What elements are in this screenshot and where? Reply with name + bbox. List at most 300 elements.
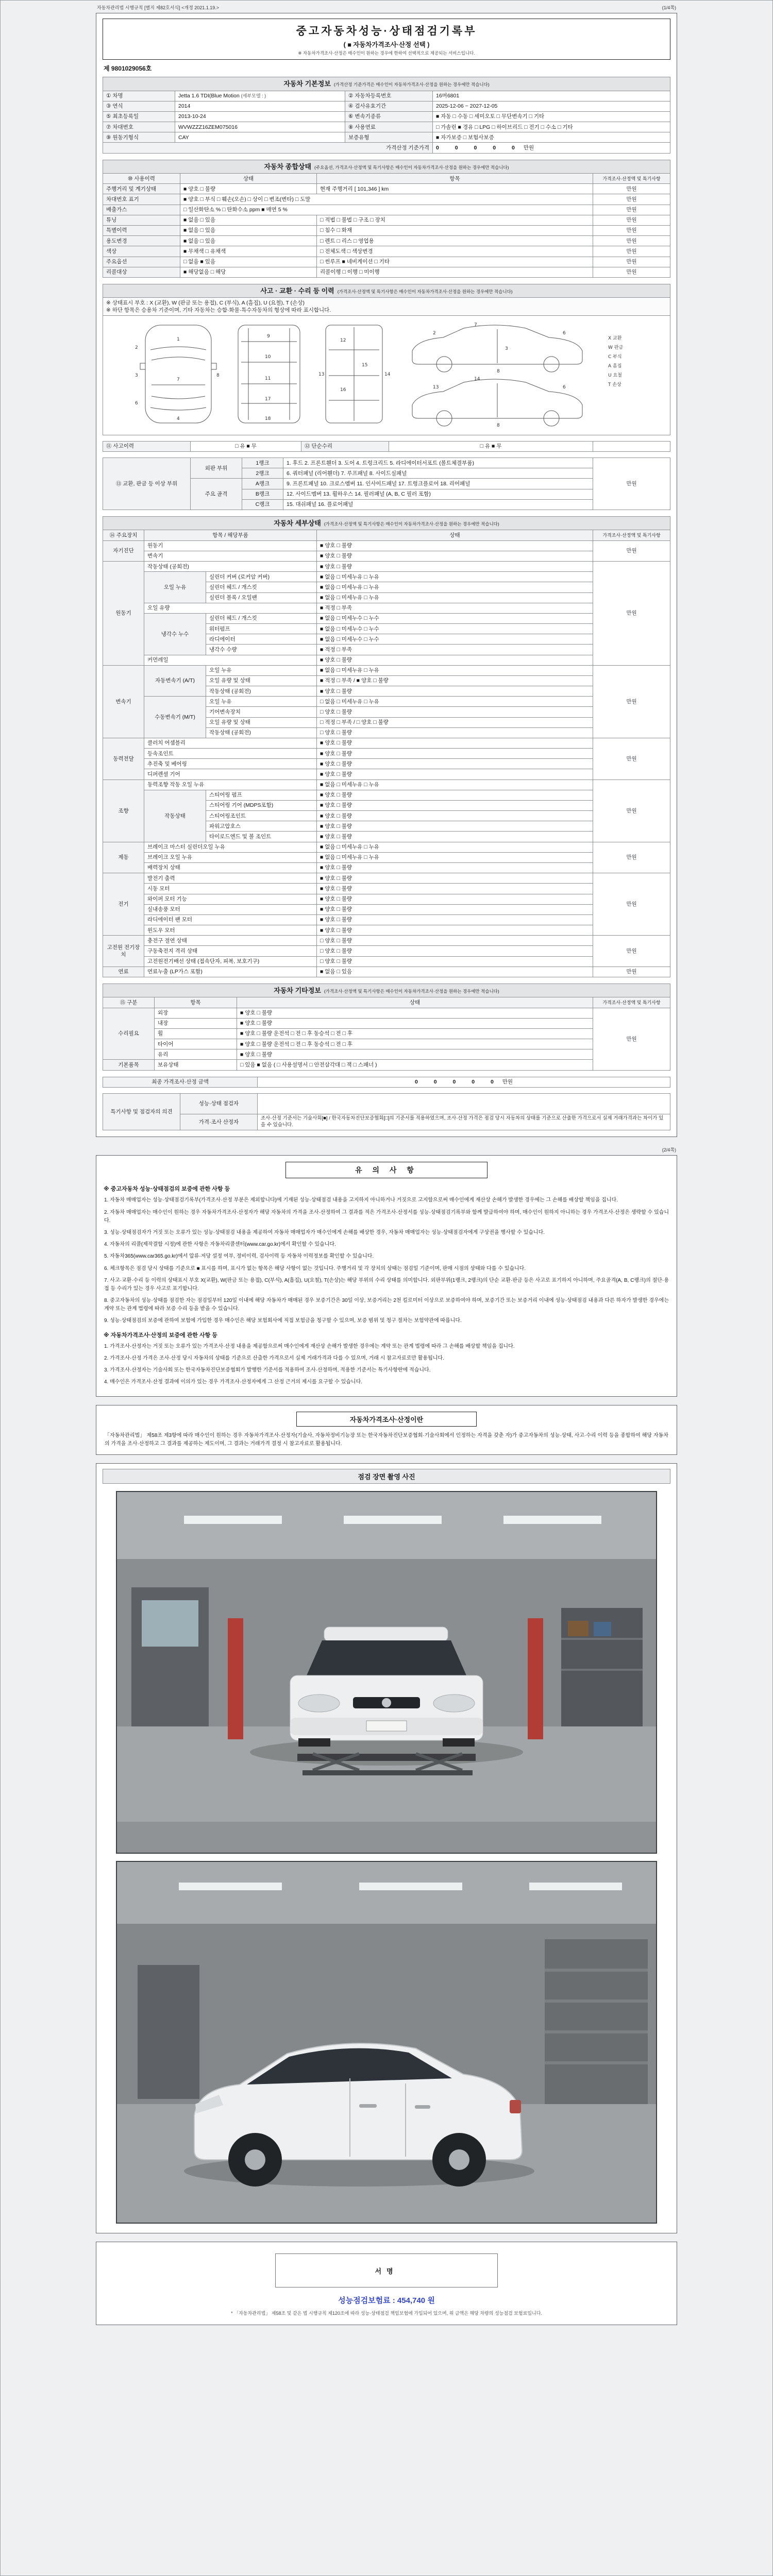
state-cell: ■ 양호 □ 불량 bbox=[317, 790, 593, 800]
price-cell: 만원 bbox=[593, 225, 670, 235]
inspection-photo-1 bbox=[116, 1491, 657, 1854]
item-cell: 디퍼렌셜 기어 bbox=[144, 769, 317, 779]
state-cell: □ 없음 □ 미세누유 □ 누유 bbox=[317, 697, 593, 707]
inspector-label: 성능·상태 점검자 bbox=[180, 1093, 258, 1114]
rank-label: A랭크 bbox=[242, 479, 283, 489]
svg-text:2: 2 bbox=[135, 345, 138, 350]
column-header: ⑭ 주요장치 bbox=[103, 530, 144, 540]
row-label: 색상 bbox=[103, 246, 180, 257]
rank-parts: 6. 쿼터패널 (리어휀더) 7. 루프패널 8. 사이드실패널 bbox=[283, 468, 593, 479]
summary-table bbox=[103, 160, 670, 278]
device-category: 연료 bbox=[103, 967, 144, 977]
field-label: ⑧ 사용연료 bbox=[345, 122, 433, 132]
item-cell: 내장 bbox=[155, 1018, 237, 1028]
field-value: 2014 bbox=[175, 101, 345, 111]
item-cell: 배력장치 상태 bbox=[144, 862, 317, 873]
item-cell: 등속조인트 bbox=[144, 749, 317, 759]
item-cell: 외장 bbox=[155, 1008, 237, 1018]
title-box bbox=[103, 19, 670, 60]
state-cell: ■ 없음 □ 미세누유 □ 누유 bbox=[317, 852, 593, 862]
svg-text:U 요철: U 요철 bbox=[608, 372, 622, 378]
item-cell: 오일 누유 bbox=[206, 697, 317, 707]
state-cell: ■ 양호 □ 불량 bbox=[317, 769, 593, 779]
item-group: 오일 누유 bbox=[144, 572, 206, 603]
price-cell: 만원 bbox=[593, 458, 670, 510]
state-cell: ■ 양호 □ 불량 bbox=[317, 925, 593, 936]
state-cell: ■ 양호 □ 불량 bbox=[317, 914, 593, 925]
column-header: 항목 / 해당부품 bbox=[144, 530, 317, 540]
subtitle-note: ※ 자동차가격조사·산정은 매수인이 원하는 경우에 한하여 선택적으로 제공되는 서비스입니다. bbox=[298, 50, 475, 56]
svg-text:C 부식: C 부식 bbox=[608, 354, 622, 360]
item-cell: □ 적법 □ 불법 □ 구조 □ 장치 bbox=[317, 215, 593, 225]
field-value: □ 가솔린 ■ 경유 □ LPG □ 하이브리드 □ 전기 □ 수소 □ 기타 bbox=[433, 122, 670, 132]
item-cell: □ 전체도색 □ 색상변경 bbox=[317, 246, 593, 257]
state-cell: ■ 양호 □ 불량 운전석 □ 전 □ 후 동승석 □ 전 □ 후 bbox=[237, 1039, 593, 1049]
svg-text:7: 7 bbox=[177, 377, 180, 382]
svg-text:4: 4 bbox=[177, 416, 180, 421]
state-cell: ■ 양호 □ 불량 bbox=[317, 894, 593, 904]
rank-label: C랭크 bbox=[242, 499, 283, 510]
item-cell: 보유상태 bbox=[155, 1060, 237, 1070]
state-cell: ■ 양호 □ 불량 bbox=[237, 1049, 593, 1060]
row-label: 주행거리 및 계기상태 bbox=[103, 184, 180, 194]
main-frame-label: 주요 골격 bbox=[191, 479, 242, 510]
state-cell: ■ 양호 □ 불량 bbox=[317, 540, 593, 551]
state-cell: ■ 무채색 □ 유채색 bbox=[180, 246, 317, 257]
price-cell: 만원 bbox=[593, 540, 670, 561]
state-cell: ■ 양호 □ 불량 bbox=[317, 832, 593, 842]
notice-item: 1. 자동차 매매업자는 성능·상태점검기록부(가격조사·산정 부분은 제외합니다)에 기재된 성능·상태점검 내용을 고지하지 아니하거나 거짓으로 고지함으로써 매수인에게 재산상 손해가 발생한 경우에는 그 손해를 배상할 책임을 집니다. bbox=[104, 1197, 618, 1204]
law-note: 자동차관리법 시행규칙 [별지 제82호서식] <개정 2021.1.19.> bbox=[97, 5, 220, 10]
state-cell: ■ 양호 □ 불량 bbox=[180, 184, 317, 194]
state-cell: ■ 양호 □ 불량 bbox=[317, 821, 593, 832]
field-label: ⑦ 차대번호 bbox=[103, 122, 175, 132]
insurance-footnote: * 「자동차관리법」 제58조 및 같은 법 시행규칙 제120조에 따라 성능·상태점검 책임보험에 가입되어 있으며, 위 금액은 해당 차량의 성능점검 보험료입니다. bbox=[231, 2311, 542, 2316]
field-value: 2013-10-24 bbox=[175, 111, 345, 122]
svg-text:A 흠집: A 흠집 bbox=[608, 363, 622, 369]
state-cell: ■ 없음 □ 미세누유 □ 누유 bbox=[317, 665, 593, 675]
svg-text:14: 14 bbox=[474, 376, 480, 382]
accident-header-table bbox=[103, 284, 670, 435]
row-label: 주요옵션 bbox=[103, 257, 180, 267]
inspection-photo-2 bbox=[116, 1861, 657, 2224]
item-cell: 실린더 헤드 / 개스킷 bbox=[206, 613, 317, 623]
svg-text:8: 8 bbox=[497, 422, 500, 428]
svg-text:13: 13 bbox=[318, 371, 325, 377]
column-header: 가격조사·산정액 및 특기사항 bbox=[593, 997, 670, 1008]
section-title: 자동차 기타정보 (가격조사·산정액 및 특기사항은 매수인이 자동차가격조사·산정을 원하는 경우에만 적습니다) bbox=[103, 984, 670, 997]
item-cell: 라디에이터 bbox=[206, 634, 317, 645]
item-cell: 클러치 어셈블리 bbox=[144, 738, 317, 748]
state-cell: ■ 양호 □ 불량 bbox=[317, 884, 593, 894]
state-cell: ■ 양호 □ 불량 bbox=[237, 1018, 593, 1028]
state-cell: ■ 양호 □ 불량 bbox=[317, 862, 593, 873]
repair-need-group: 수리필요 bbox=[103, 1008, 155, 1060]
column-header: ⑩ 사용이력 bbox=[103, 174, 180, 184]
svg-text:17: 17 bbox=[265, 396, 271, 402]
svg-text:11: 11 bbox=[265, 376, 271, 381]
item-cell: 워터펌프 bbox=[206, 624, 317, 634]
price-cell: 만원 bbox=[593, 842, 670, 873]
field-value: Jetta 1.6 TDI(Blue Motion (세부모델 : ) bbox=[175, 91, 345, 101]
item-cell: 추진축 및 베어링 bbox=[144, 759, 317, 769]
exchange-label: ⑬ 교환, 판금 등 이상 부위 bbox=[103, 458, 191, 510]
inspection-insurance-fee: 성능점검보험료 : 454,740 원 bbox=[338, 2296, 435, 2306]
price-cell: 만원 bbox=[593, 246, 670, 257]
svg-text:14: 14 bbox=[384, 371, 391, 377]
price-cell: 만원 bbox=[593, 236, 670, 246]
state-cell: ■ 양호 □ 불량 bbox=[317, 800, 593, 810]
signature-section bbox=[96, 2242, 677, 2325]
item-cell: 휠 bbox=[155, 1028, 237, 1039]
rank-parts: 12. 사이드멤버 13. 휠하우스 14. 필러패널 (A, B, C 필러 포함) bbox=[283, 489, 593, 499]
state-cell: ■ 없음 □ 미세누유 □ 누유 bbox=[317, 842, 593, 852]
item-group: 수동변속기 (M/T) bbox=[144, 697, 206, 738]
lift-post-icon bbox=[228, 1618, 243, 1739]
item-cell: 스티어링 펌프 bbox=[206, 790, 317, 800]
item-cell: 연료누출 (LP가스 포함) bbox=[144, 967, 317, 977]
svg-text:13: 13 bbox=[433, 384, 439, 390]
basic-items-group: 기본품목 bbox=[103, 1060, 155, 1070]
svg-text:6: 6 bbox=[135, 400, 138, 406]
document-title: 중고자동차성능·상태점검기록부 bbox=[296, 25, 477, 37]
notice-item: 3. 성능·상태점검자가 거짓 또는 오류가 있는 성능·상태점검 내용을 제공하여 자동차 매매업자가 매수인에게 손해를 배상한 경우, 자동차 매매업자는 성능·상태점검자에게 구상권을 행사할 수 있습니다. bbox=[104, 1229, 545, 1235]
rank-label: 1랭크 bbox=[242, 458, 283, 468]
price-cell: 만원 bbox=[593, 738, 670, 779]
rank-parts: 1. 후드 2. 프론트휀더 3. 도어 4. 트렁크리드 5. 라디에이터서포트 (볼트체결부품) bbox=[283, 458, 593, 468]
price-cell: 만원 bbox=[593, 194, 670, 205]
section-title: 사고 · 교환 · 수리 등 이력 (가격조사·산정액 및 특기사항은 매수인이 자동차가격조사·산정을 원하는 경우에만 적습니다) bbox=[103, 284, 670, 298]
price-cell: 만원 bbox=[593, 873, 670, 936]
remarks-table bbox=[103, 1093, 670, 1131]
state-cell: ■ 양호 □ 불량 bbox=[317, 759, 593, 769]
item-cell: 유리 bbox=[155, 1049, 237, 1060]
inspection-photos-section bbox=[96, 1463, 677, 2233]
definition-text: 「자동차관리법」 제58조 제3항에 따라 매수인이 원하는 경우 자동차가격조사·산정자(기술사, 자동차정비기능장 또는 한국자동차진단보증협회·기술사회에서 인정하는 자격을 갖춘 자)가 중고자동차의 성능·상태, 사고·수리 이력 등을 종합하여 해당 자동차의 가격을 조사·산정하고 그 결과를 제공하는 제도이며, 그 결과는 거래가격 결정 시 참고자료로 활용됩니다. bbox=[105, 1433, 668, 1447]
final-price-table bbox=[103, 1077, 670, 1088]
svg-text:6: 6 bbox=[563, 330, 566, 336]
state-cell: ■ 해당없음 □ 해당 bbox=[180, 267, 317, 277]
item-cell: 타이어 bbox=[155, 1039, 237, 1049]
svg-text:9: 9 bbox=[267, 333, 270, 339]
field-label: ⑤ 최초등록일 bbox=[103, 111, 175, 122]
item-cell: 스티어링조인트 bbox=[206, 811, 317, 821]
column-header: 가격조사·산정액 및 특기사항 bbox=[593, 530, 670, 540]
device-category: 조향 bbox=[103, 779, 144, 842]
svg-text:3: 3 bbox=[505, 346, 508, 351]
svg-text:15: 15 bbox=[362, 362, 368, 368]
item-cell: 충전구 절연 상태 bbox=[144, 936, 317, 946]
item-cell: 실린더 블록 / 오일팬 bbox=[206, 592, 317, 603]
item-cell: 윈도우 모터 bbox=[144, 925, 317, 936]
field-label: ⑥ 변속기종류 bbox=[345, 111, 433, 122]
row-label: 용도변경 bbox=[103, 236, 180, 246]
state-cell: □ 양호 □ 불량 bbox=[317, 727, 593, 738]
state-cell: ■ 양호 □ 불량 bbox=[317, 551, 593, 561]
state-cell: □ 양호 □ 불량 bbox=[317, 707, 593, 717]
rank-label: 2랭크 bbox=[242, 468, 283, 479]
state-cell: □ 적정 □ 부족 / □ 양호 □ 불량 bbox=[317, 717, 593, 727]
row-label: 리콜대상 bbox=[103, 267, 180, 277]
appraiser-label: 가격·조사 산정자 bbox=[180, 1114, 258, 1130]
inspection-photo-1-image bbox=[117, 1492, 656, 1853]
item-cell: 파워고압호스 bbox=[206, 821, 317, 832]
svg-text:8: 8 bbox=[216, 372, 220, 378]
definition-title: 자동차가격조사·산정이란 bbox=[296, 1412, 477, 1427]
item-cell: 동력조향 작동 오일 누유 bbox=[144, 779, 317, 790]
item-cell: 와이퍼 모터 기능 bbox=[144, 894, 317, 904]
notice-subheading: ※ 중고자동차 성능·상태점검의 보증에 관한 사항 등 bbox=[104, 1186, 230, 1193]
signature-box: 서명 bbox=[275, 2253, 498, 2287]
state-cell: ■ 적정 □ 부족 / ■ 양호 □ 불량 bbox=[317, 675, 593, 686]
notice-subheading: ※ 자동차가격조사·산정의 보증에 관한 사항 등 bbox=[104, 1332, 217, 1338]
state-cell: ■ 양호 □ 부식 □ 훼손(오손) □ 상이 □ 변조(변타) □ 도말 bbox=[180, 194, 593, 205]
svg-text:3: 3 bbox=[135, 372, 138, 378]
column-header: 상태 bbox=[317, 530, 593, 540]
item-cell: 실린더 헤드 / 개스킷 bbox=[206, 582, 317, 592]
item-cell: 현재 주행거리 [ 101,346 ] km bbox=[317, 184, 593, 194]
svg-text:T 손상: T 손상 bbox=[608, 382, 621, 387]
price-appraisal-definition bbox=[96, 1405, 677, 1455]
row-label: 차대번호 표기 bbox=[103, 194, 180, 205]
item-cell: 냉각수 수량 bbox=[206, 645, 317, 655]
notice-item: 4. 매수인은 가격조사·산정 결과에 이의가 있는 경우 가격조사·산정자에게 그 산정 근거의 제시를 요구할 수 있습니다. bbox=[104, 1379, 363, 1385]
field-label: ④ 검사유효기간 bbox=[345, 101, 433, 111]
column-header: 가격조사·산정액 및 특기사항 bbox=[593, 174, 670, 184]
state-cell: ■ 적정 □ 부족 bbox=[317, 645, 593, 655]
item-cell: 스티어링 기어 (MDPS포함) bbox=[206, 800, 317, 810]
state-cell: ■ 양호 □ 불량 bbox=[317, 562, 593, 572]
state-cell: □ 일산화탄소 % □ 탄화수소 ppm ■ 매연 5 % bbox=[180, 205, 593, 215]
field-value: 2025-12-06 ~ 2027-12-05 bbox=[433, 101, 670, 111]
item-cell: 타이로드엔드 및 볼 조인트 bbox=[206, 832, 317, 842]
item-cell: 작동상태 (공회전) bbox=[206, 686, 317, 697]
row-label: 튜닝 bbox=[103, 215, 180, 225]
state-cell: ■ 양호 □ 불량 운전석 □ 전 □ 후 동승석 □ 전 □ 후 bbox=[237, 1028, 593, 1039]
svg-text:7: 7 bbox=[474, 322, 477, 328]
state-cell: ■ 없음 □ 미세누수 □ 누수 bbox=[317, 634, 593, 645]
exchange-panel-table bbox=[103, 457, 670, 510]
price-cell: 만원 bbox=[593, 779, 670, 842]
column-header: 상태 bbox=[237, 997, 593, 1008]
detailed-state-table bbox=[103, 516, 670, 977]
field-value: 16머6801 bbox=[433, 91, 670, 101]
state-cell: ■ 양호 □ 불량 bbox=[317, 749, 593, 759]
price-cell: 만원 bbox=[593, 257, 670, 267]
state-cell: ■ 없음 □ 미세누유 □ 누유 bbox=[317, 582, 593, 592]
simple-repair-value: □ 유 ■ 무 bbox=[389, 441, 593, 451]
device-category: 변속기 bbox=[103, 665, 144, 738]
price-cell: 만원 bbox=[593, 267, 670, 277]
item-cell: □ 썬루프 ■ 네비게이션 □ 기타 bbox=[317, 257, 593, 267]
notice-title: 유 의 사 항 bbox=[285, 1162, 488, 1178]
other-info-table bbox=[103, 984, 670, 1071]
item-cell: □ 침수 □ 화재 bbox=[317, 225, 593, 235]
field-value: ■ 자가보증 □ 보험사보증 bbox=[433, 132, 670, 143]
state-cell: □ 양호 □ 불량 bbox=[317, 936, 593, 946]
simple-repair-label: ⑫ 단순수리 bbox=[301, 441, 389, 451]
inspector-remark bbox=[258, 1093, 670, 1114]
item-cell: 발전기 출력 bbox=[144, 873, 317, 884]
state-cell: ■ 양호 □ 불량 bbox=[237, 1008, 593, 1018]
document-number: 제 9801029056호 bbox=[104, 65, 152, 72]
price-cell: 만원 bbox=[593, 562, 670, 666]
inspection-photo-2-image bbox=[117, 1862, 656, 2223]
state-cell: □ 없음 ■ 있음 bbox=[180, 257, 317, 267]
device-category: 고전원 전기장치 bbox=[103, 936, 144, 967]
item-cell: 작동상태 (공회전) bbox=[206, 727, 317, 738]
state-cell: ■ 양호 □ 불량 bbox=[317, 655, 593, 665]
svg-text:2: 2 bbox=[433, 330, 436, 336]
state-cell: □ 양호 □ 불량 bbox=[317, 956, 593, 967]
svg-text:6: 6 bbox=[563, 384, 566, 390]
column-header: 항목 bbox=[155, 997, 237, 1008]
state-cell: ■ 없음 □ 있음 bbox=[180, 215, 317, 225]
item-cell: □ 렌트 □ 리스 □ 영업용 bbox=[317, 236, 593, 246]
device-category: 전기 bbox=[103, 873, 144, 936]
item-cell: 오일 유량 및 상태 bbox=[206, 675, 317, 686]
state-cell: □ 양호 □ 불량 bbox=[317, 946, 593, 956]
svg-text:1: 1 bbox=[177, 336, 180, 342]
photos-title: 점검 장면 촬영 사진 bbox=[103, 1469, 670, 1484]
field-value: CAY bbox=[175, 132, 345, 143]
item-cell: 리콜이행 □ 이행 □ 미이행 bbox=[317, 267, 593, 277]
column-header: 항목 bbox=[317, 174, 593, 184]
svg-text:18: 18 bbox=[265, 416, 271, 421]
notice-item: 8. 중고자동차의 성능·상태를 점검한 자는 점검일부터 120일 이내에 해당 자동차가 매매된 경우 보증기간은 30일 이상, 보증거리는 2천 킬로미터 이상으로 보증하여야 하며, 보증기간 또는 보증거리 이내에 성능·상태점검 내용과 다른 하자가 발생한 경우에는 계약 또는 관계 법령에 따라 보증 수리 등을 받을 수 있습니다. bbox=[104, 1298, 669, 1312]
state-cell: ■ 양호 □ 불량 bbox=[317, 873, 593, 884]
section-title: 자동차 세부상태 (가격조사·산정액 및 특기사항은 매수인이 자동차가격조사·산정을 원하는 경우에만 적습니다) bbox=[103, 516, 670, 530]
item-cell: 실내송풍 모터 bbox=[144, 904, 317, 914]
base-price-label: 가격산정 기준가격 bbox=[103, 143, 433, 153]
notice-item: 9. 성능·상태점검의 보증에 관하여 보험에 가입한 경우 매수인은 해당 보험회사에 직접 보험금을 청구할 수 있으며, 보증 범위 및 청구 절차는 보험약관에 따릅니다. bbox=[104, 1318, 462, 1324]
svg-text:16: 16 bbox=[340, 387, 346, 393]
svg-text:12: 12 bbox=[340, 337, 346, 343]
state-cell: ■ 양호 □ 불량 bbox=[317, 811, 593, 821]
item-cell: 브레이크 오일 누유 bbox=[144, 852, 317, 862]
state-cell: ■ 양호 □ 불량 bbox=[317, 686, 593, 697]
notice-item: 2. 자동차 매매업자는 매수인이 원하는 경우 자동차가격조사·산정자가 해당 자동차의 가격을 조사·산정하여 그 결과를 적은 가격조사·산정서를 성능·상태점검기록부와 함께 발급하여야 하며, 매수인이 원하지 아니하는 경우 가격조사·산정은 생략할 수 있습니다. bbox=[104, 1209, 669, 1224]
outer-panel-label: 외판 부위 bbox=[191, 458, 242, 479]
notice-section bbox=[96, 1155, 677, 1397]
device-category: 동력전달 bbox=[103, 738, 144, 779]
item-cell: 기어변속장치 bbox=[206, 707, 317, 717]
final-price-value: 0 0 0 0 0 만원 bbox=[258, 1077, 670, 1087]
item-cell: 시동 모터 bbox=[144, 884, 317, 894]
device-category: 원동기 bbox=[103, 562, 144, 666]
state-cell: ■ 없음 □ 있음 bbox=[317, 967, 593, 977]
device-category: 제동 bbox=[103, 842, 144, 873]
svg-text:X 교환: X 교환 bbox=[608, 335, 622, 341]
notice-item: 7. 사고·교환·수리 등 이력의 상태표시 부호 X(교환), W(판금 또는 용접), C(부식), A(흠집), U(요철), T(손상)는 해당 부위의 수리 상태를 의미합니다. 외판부위(1랭크, 2랭크)의 단순 교환·판금 등은 사고로 표기하지 아니하며, 주요골격(A, B, C랭크)의 절단·용접 등 수리가 있는 경우 사고로 표기합니다. bbox=[104, 1277, 669, 1292]
notice-item: 4. 자동차의 리콜(제작결함 시정)에 관한 사항은 자동차리콜센터(www.car.go.kr)에서 확인할 수 있습니다. bbox=[104, 1242, 336, 1248]
notice-item: 2. 가격조사·산정 가격은 조사·산정 당시 자동차의 상태를 기준으로 산출한 가격으로서 실제 거래가격과 다를 수 있으며, 거래 시 참고자료로만 활용됩니다. bbox=[104, 1355, 444, 1361]
item-cell: 브레이크 마스터 실린더오일 누유 bbox=[144, 842, 317, 852]
field-label: ③ 연식 bbox=[103, 101, 175, 111]
svg-text:8: 8 bbox=[497, 368, 500, 374]
item-group: 자동변속기 (A/T) bbox=[144, 665, 206, 697]
svg-text:W 판금: W 판금 bbox=[608, 345, 624, 350]
item-cell: 고전원전기배선 상태 (접속단자, 피복, 보호기구) bbox=[144, 956, 317, 967]
item-cell: 구동축전지 격리 상태 bbox=[144, 946, 317, 956]
item-cell: 오일 누유 bbox=[206, 665, 317, 675]
item-cell: 오일 유량 bbox=[144, 603, 317, 613]
item-cell: 변속기 bbox=[144, 551, 317, 561]
rank-parts: 9. 프론트패널 10. 크로스멤버 11. 인사이드패널 17. 트렁크플로어 18. 리어패널 bbox=[283, 479, 593, 489]
base-price-value: 0 0 0 0 0 만원 bbox=[433, 143, 670, 153]
remarks-header: 특기사항 및 점검자의 의견 bbox=[103, 1093, 180, 1130]
state-cell: ■ 양호 □ 불량 bbox=[317, 738, 593, 748]
state-cell: ■ 적정 □ 부족 bbox=[317, 603, 593, 613]
item-cell: 작동상태 (공회전) bbox=[144, 562, 317, 572]
item-cell: 오일 유량 및 상태 bbox=[206, 717, 317, 727]
rank-label: B랭크 bbox=[242, 489, 283, 499]
field-value: ■ 자동 □ 수동 □ 세미오토 □ 무단변속기 □ 기타 bbox=[433, 111, 670, 122]
notice-item: 6. 체크항목은 점검 당시 상태를 기준으로 ■ 표시를 하며, 표시가 없는 항목은 해당 사항이 없는 것입니다. 주행거리 및 각 장치의 상태는 점검일 기준이며, 판매 시점의 상태와 다를 수 있습니다. bbox=[104, 1265, 526, 1272]
car-damage-diagram bbox=[106, 319, 667, 430]
column-header: ⑮ 구분 bbox=[103, 997, 155, 1008]
notice-item: 3. 가격조사·산정자는 기술사회 또는 한국자동차진단보증협회가 발행한 기준서를 적용하여 조사·산정하며, 적용한 기준서는 특기사항란에 적습니다. bbox=[104, 1367, 431, 1374]
price-cell: 만원 bbox=[593, 215, 670, 225]
field-label: ⑨ 원동기형식 bbox=[103, 132, 175, 143]
field-label: 보증유형 bbox=[345, 132, 433, 143]
final-price-label: 최종 가격조사·산정 금액 bbox=[103, 1077, 258, 1087]
state-cell: ■ 없음 □ 미세누유 □ 누유 bbox=[317, 779, 593, 790]
price-cell bbox=[593, 441, 670, 451]
item-group: 냉각수 누수 bbox=[144, 613, 206, 655]
column-header: 상태 bbox=[180, 174, 317, 184]
state-cell: ■ 양호 □ 불량 bbox=[317, 904, 593, 914]
price-cell: 만원 bbox=[593, 967, 670, 977]
field-value: WVWZZZ16ZEM075016 bbox=[175, 122, 345, 132]
price-cell: 만원 bbox=[593, 205, 670, 215]
lift-post-icon bbox=[528, 1618, 543, 1739]
car-diagram-cell bbox=[103, 315, 670, 435]
state-code-legend: ※ 상태표시 부호 : X (교환), W (판금 또는 용접), C (부식), A (흠집), U (요철), T (손상) ※ 하단 항목은 승용차 기준이며, 기타 자동차는 승합·화물·특수자동차의 형상에 따라 표시합니다. bbox=[103, 298, 670, 315]
price-cell: 만원 bbox=[593, 936, 670, 967]
svg-text:10: 10 bbox=[265, 354, 271, 360]
field-label: ② 자동차등록번호 bbox=[345, 91, 433, 101]
item-cell: 실린더 커버 (로커암 커버) bbox=[206, 572, 317, 582]
state-cell: ■ 없음 □ 미세누수 □ 누수 bbox=[317, 624, 593, 634]
accident-history-label: ⑪ 사고이력 bbox=[103, 441, 191, 451]
state-cell: ■ 없음 □ 미세누수 □ 누수 bbox=[317, 613, 593, 623]
state-cell: ■ 없음 □ 있음 bbox=[180, 225, 317, 235]
accident-history-value: □ 유 ■ 무 bbox=[191, 441, 301, 451]
state-cell: □ 있음 ■ 없음 ( □ 사용설명서 □ 안전삼각대 □ 잭 □ 스패너 ) bbox=[237, 1060, 593, 1070]
field-label: ① 차명 bbox=[103, 91, 175, 101]
item-cell: 라디에이터 팬 모터 bbox=[144, 914, 317, 925]
price-appraisal-select: ( ■ 자동차가격조사·산정 선택 ) bbox=[343, 41, 430, 48]
basic-info-table bbox=[103, 77, 670, 154]
state-cell: ■ 없음 □ 미세누유 □ 누유 bbox=[317, 592, 593, 603]
appraiser-remark: 조사·산정 기준서는 기술사회[■] / 한국자동차진단보증협회[□]의 기준서를 적용하였으며, 조사·산정 가격은 점검 당시 자동차의 상태를 기준으로 산출한 가격으로서 실제 거래가격과는 차이가 있을 수 있습니다. bbox=[258, 1114, 670, 1130]
item-group: 작동상태 bbox=[144, 790, 206, 842]
price-cell: 만원 bbox=[593, 665, 670, 738]
device-category: 자기진단 bbox=[103, 540, 144, 561]
page-number: (1/4쪽) bbox=[662, 5, 676, 10]
notice-item: 5. 자동차365(www.car365.go.kr)에서 압류·저당 설정 여부, 정비이력, 검사이력 등 자동차 이력정보를 확인할 수 있습니다. bbox=[104, 1253, 374, 1260]
row-label: 배출가스 bbox=[103, 205, 180, 215]
notice-item: 1. 가격조사·산정자는 거짓 또는 오류가 있는 가격조사·산정 내용을 제공함으로써 매수인에게 재산상 손해가 발생한 경우에는 계약 또는 관계 법령에 따라 그 손해를 배상할 책임을 집니다. bbox=[104, 1343, 515, 1349]
state-cell: ■ 없음 □ 있음 bbox=[180, 236, 317, 246]
page-number: (2/4쪽) bbox=[662, 1147, 676, 1153]
item-cell: 원동기 bbox=[144, 540, 317, 551]
section-title: 자동차 기본정보 (가격산정 기준가격은 매수인이 자동차가격조사·산정을 원하는 경우에만 적습니다) bbox=[103, 77, 670, 91]
section-title: 자동차 종합상태 (주요옵션, 가격조사·산정액 및 특기사항은 매수인이 자동차가격조사·산정을 원하는 경우에만 적습니다) bbox=[103, 160, 670, 174]
row-label: 특별이력 bbox=[103, 225, 180, 235]
item-cell: 커먼레일 bbox=[144, 655, 317, 665]
